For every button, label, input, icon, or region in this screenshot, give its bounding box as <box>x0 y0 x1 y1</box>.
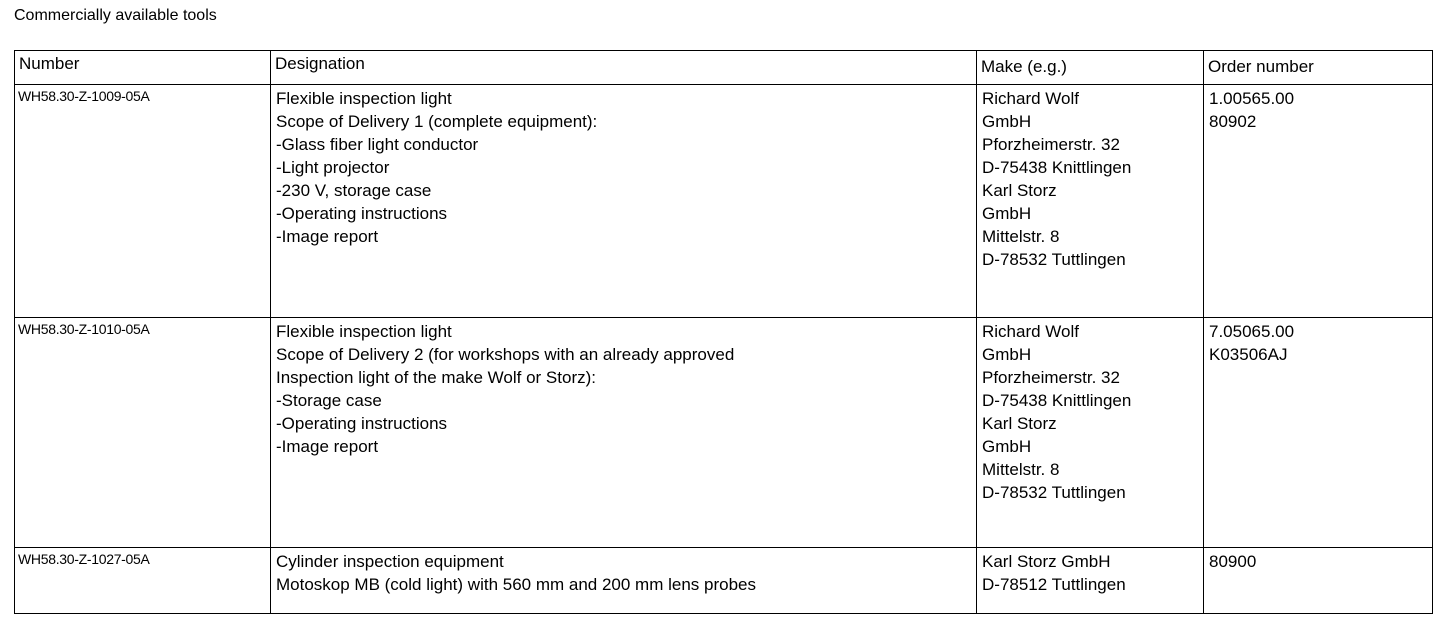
order-number-line: 80902 <box>1209 112 1257 131</box>
page-title: Commercially available tools <box>14 7 217 24</box>
table-row <box>15 85 1433 318</box>
make-line: GmbH <box>982 437 1032 456</box>
order-number-line: 80900 <box>1209 552 1257 571</box>
order-number-line: K03506AJ <box>1209 345 1288 364</box>
make-line: Karl Storz GmbH <box>982 552 1111 571</box>
make-line: D-78512 Tuttlingen <box>982 575 1126 594</box>
header-number: Number <box>15 51 271 85</box>
make-cell <box>977 318 1204 548</box>
order-number-cell <box>1204 548 1433 614</box>
designation-line: -Light projector <box>276 158 390 177</box>
make-line: Pforzheimerstr. 32 <box>982 135 1120 154</box>
designation-line: -Operating instructions <box>276 414 448 433</box>
make-line: Richard Wolf <box>982 89 1079 108</box>
designation-line: Flexible inspection light <box>276 89 452 108</box>
make-line: Karl Storz <box>982 181 1057 200</box>
order-number-line: 7.05065.00 <box>1209 322 1295 341</box>
make-line: D-75438 Knittlingen <box>982 391 1132 410</box>
make-line: GmbH <box>982 112 1032 131</box>
make-line: GmbH <box>982 204 1032 223</box>
order-number-line: 1.00565.00 <box>1209 89 1295 108</box>
order-number-cell <box>1204 318 1433 548</box>
designation-cell <box>271 85 977 318</box>
order-number-cell <box>1204 85 1433 318</box>
number-cell: WH58.30-Z-1009-05A <box>15 85 271 318</box>
designation-cell <box>271 548 977 614</box>
designation-line: -Image report <box>276 437 379 456</box>
table-header-row <box>15 51 1433 85</box>
make-line: Mittelstr. 8 <box>982 227 1060 246</box>
make-line: D-78532 Tuttlingen <box>982 250 1126 269</box>
designation-line: Flexible inspection light <box>276 322 452 341</box>
make-cell <box>977 548 1204 614</box>
designation-line: -Glass fiber light conductor <box>276 135 479 154</box>
header-designation: Designation <box>271 51 977 85</box>
make-line: Karl Storz <box>982 414 1057 433</box>
make-line: Mittelstr. 8 <box>982 460 1060 479</box>
header-order-number: Order number <box>1204 51 1433 85</box>
number-cell: WH58.30-Z-1027-05A <box>15 548 271 614</box>
designation-line: -Storage case <box>276 391 382 410</box>
table-row <box>15 548 1433 614</box>
make-line: Pforzheimerstr. 32 <box>982 368 1120 387</box>
designation-line: Motoskop MB (cold light) with 560 mm and 200 mm lens probes <box>276 575 756 594</box>
designation-line: -Operating instructions <box>276 204 448 223</box>
designation-line: Scope of Delivery 2 (for workshops with an already approved <box>276 345 735 364</box>
make-line: D-78532 Tuttlingen <box>982 483 1126 502</box>
tools-table <box>14 50 1433 614</box>
designation-line: Inspection light of the make Wolf or Storz): <box>276 368 596 387</box>
designation-line: Cylinder inspection equipment <box>276 552 504 571</box>
number-cell: WH58.30-Z-1010-05A <box>15 318 271 548</box>
designation-cell <box>271 318 977 548</box>
table-row <box>15 318 1433 548</box>
designation-line: Scope of Delivery 1 (complete equipment): <box>276 112 598 131</box>
make-cell <box>977 85 1204 318</box>
designation-line: -Image report <box>276 227 379 246</box>
make-line: Richard Wolf <box>982 322 1079 341</box>
designation-line: -230 V, storage case <box>276 181 432 200</box>
make-line: GmbH <box>982 345 1032 364</box>
make-line: D-75438 Knittlingen <box>982 158 1132 177</box>
header-make: Make (e.g.) <box>977 51 1204 85</box>
